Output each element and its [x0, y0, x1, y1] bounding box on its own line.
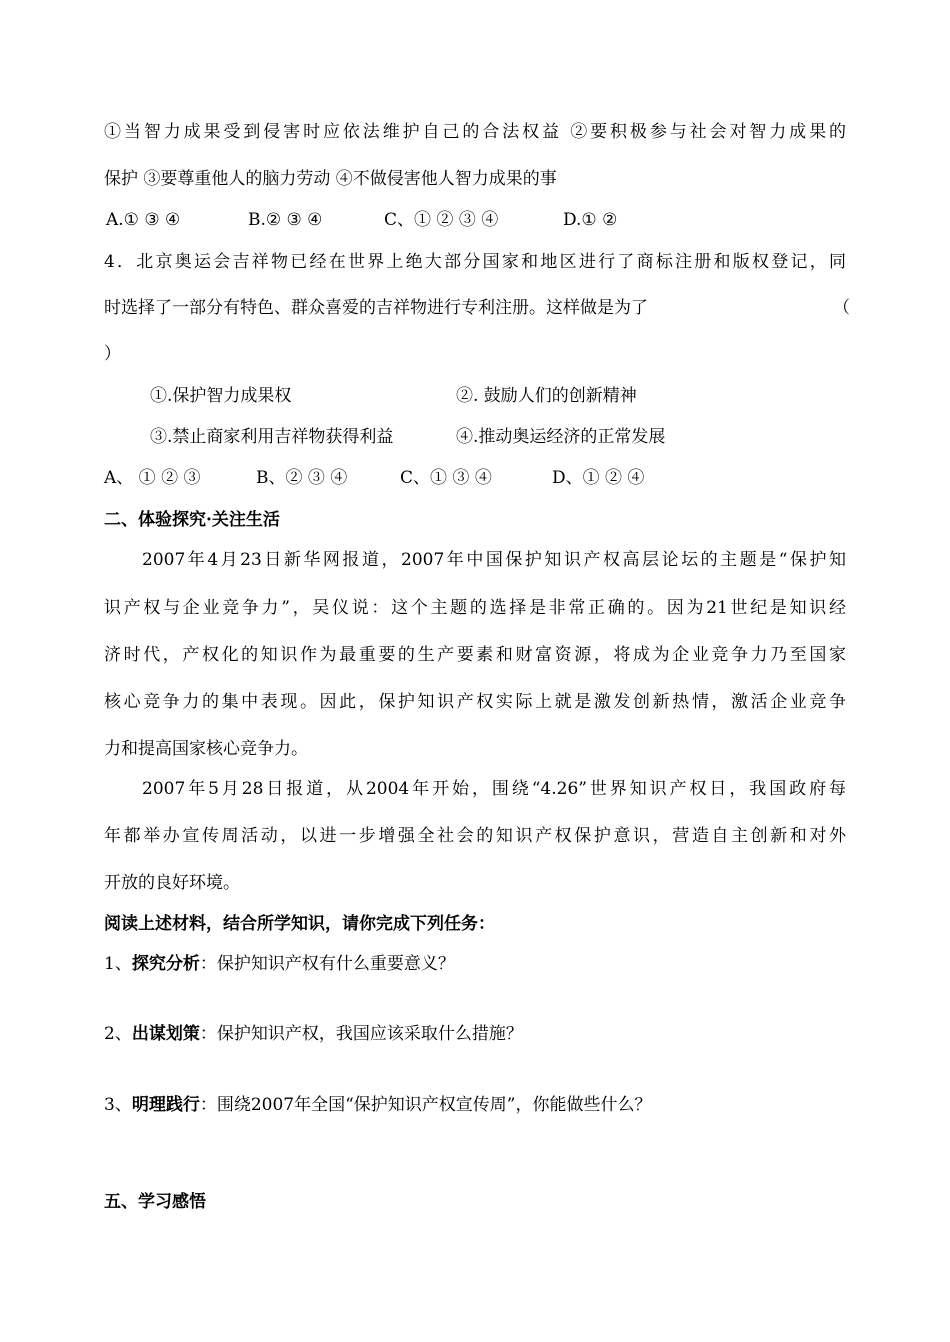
task-1-label: 探究分析 — [131, 954, 200, 974]
q3-statement-line-2: 保护 ③要尊重他人的脑力劳动 ④不做侵害他人智力成果的事 — [104, 169, 557, 189]
q3-option-b: B.② ③ ④ — [248, 210, 323, 230]
q4-answer-paren-open: （ — [833, 298, 850, 318]
q3-option-d: D.① ② — [563, 210, 618, 230]
task-3-number: 3、 — [104, 1095, 132, 1115]
paragraph-1-line-5: 力和提高国家核心竞争力。 — [104, 739, 308, 759]
task-2 — [104, 1022, 846, 1046]
q4-item-3: ③.禁止商家利用吉祥物获得利益 — [150, 427, 394, 447]
q3-statement-line-1: ①当智力成果受到侵害时应依法维护自己的合法权益 ②要积极参与社会对智力成果的 — [104, 122, 846, 142]
paragraph-2-line-1: 2007年5月28日报道，从2004年开始，围绕“4.26”世界知识产权日，我国政府每 — [142, 779, 846, 799]
paragraph-1-line-3: 济时代，产权化的知识作为最重要的生产要素和财富资源，将成为企业竞争力乃至国家 — [104, 645, 846, 665]
task-instruction: 阅读上述材料，结合所学知识，请你完成下列任务： — [104, 914, 495, 934]
q4-item-4: ④.推动奥运经济的正常发展 — [456, 427, 666, 447]
q4-item-1: ①.保护智力成果权 — [150, 386, 292, 406]
task-1-text: ：保护知识产权有什么重要意义？ — [199, 954, 455, 974]
task-3-text: ：围绕2007年全国“保护知识产权宣传周”，你能做些什么？ — [199, 1095, 652, 1115]
q4-answer-paren-close: ） — [104, 344, 121, 364]
task-1-number: 1、 — [104, 954, 132, 974]
paragraph-1-line-4: 核心竞争力的集中表现。因此，保护知识产权实际上就是激发创新热情，激活企业竞争 — [104, 692, 846, 712]
paragraph-1-line-2: 识产权与企业竞争力”，吴仪说：这个主题的选择是非常正确的。因为21世纪是知识经 — [104, 598, 846, 618]
q4-option-a: A、 ① ② ③ — [104, 468, 201, 488]
q4-option-b: B、② ③ ④ — [256, 468, 348, 488]
section-2-heading: 二、体验探究·关注生活 — [104, 510, 280, 530]
q4-question-line-1: 4．北京奥运会吉祥物已经在世界上绝大部分国家和地区进行了商标注册和版权登记，同 — [104, 252, 846, 272]
task-2-number: 2、 — [104, 1024, 132, 1044]
q4-option-d: D、① ② ④ — [552, 468, 645, 488]
q4-item-2: ②. 鼓励人们的创新精神 — [456, 386, 637, 406]
paragraph-2-line-3: 开放的良好环境。 — [104, 873, 240, 893]
task-2-text: ：保护知识产权，我国应该采取什么措施？ — [199, 1024, 523, 1044]
q4-question-line-2: 时选择了一部分有特色、群众喜爱的吉祥物进行专利注册。这样做是为了 — [104, 298, 648, 318]
q3-option-c: C、① ② ③ ④ — [384, 210, 499, 230]
q3-option-a: A.① ③ ④ — [106, 210, 181, 230]
section-5-heading: 五、学习感悟 — [104, 1192, 206, 1212]
task-3-label: 明理践行 — [131, 1095, 200, 1115]
paragraph-1-line-1: 2007年4月23日新华网报道，2007年中国保护知识产权高层论坛的主题是“保护知 — [142, 550, 846, 570]
q4-option-c: C、① ③ ④ — [400, 468, 492, 488]
task-2-label: 出谋划策 — [131, 1024, 200, 1044]
task-1 — [104, 952, 846, 976]
task-3 — [104, 1093, 846, 1117]
paragraph-2-line-2: 年都举办宣传周活动，以进一步增强全社会的知识产权保护意识，营造自主创新和对外 — [104, 826, 846, 846]
